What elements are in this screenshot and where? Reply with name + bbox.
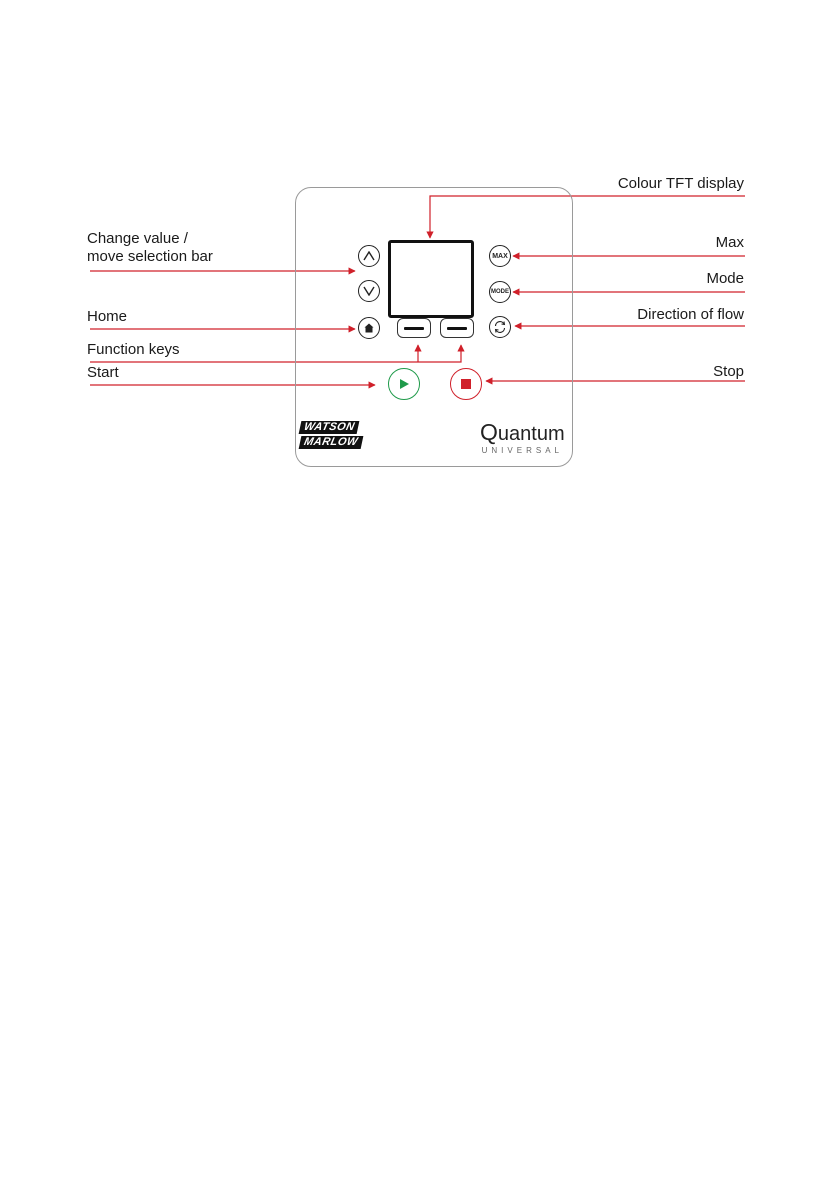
quantum-logo-word: uantum — [497, 423, 565, 445]
rotate-arrows-icon — [493, 320, 507, 334]
label-change-value: Change value / move selection bar — [87, 230, 213, 265]
up-button[interactable] — [358, 245, 380, 267]
function-key-bar-icon — [404, 327, 424, 330]
home-button[interactable] — [358, 317, 380, 339]
label-max: Max — [715, 234, 744, 251]
watson-marlow-logo — [300, 421, 372, 453]
direction-button[interactable] — [489, 316, 511, 338]
label-direction-of-flow: Direction of flow — [637, 306, 744, 323]
quantum-logo-q: Q — [480, 419, 498, 445]
home-icon — [364, 323, 374, 333]
marlow-logo-line: MARLOW — [299, 436, 363, 449]
max-button[interactable] — [489, 245, 511, 267]
mode-button[interactable] — [489, 281, 511, 303]
label-function-keys: Function keys — [87, 341, 180, 358]
label-stop: Stop — [713, 363, 744, 380]
stop-button[interactable] — [450, 368, 482, 400]
chevron-down-icon — [363, 286, 375, 296]
label-mode: Mode — [706, 270, 744, 287]
label-home: Home — [87, 308, 128, 325]
label-start: Start — [87, 364, 119, 381]
stop-square-icon — [460, 378, 472, 390]
quantum-logo-sub: UNIVERSAL — [481, 446, 563, 455]
play-icon — [398, 378, 410, 390]
function-key-left[interactable] — [397, 318, 431, 338]
tft-display — [388, 240, 474, 318]
mode-button-label: MODE — [491, 289, 509, 295]
start-button[interactable] — [388, 368, 420, 400]
function-key-bar-icon — [447, 327, 467, 330]
max-button-label: MAX — [492, 252, 508, 260]
chevron-up-icon — [363, 251, 375, 261]
down-button[interactable] — [358, 280, 380, 302]
quantum-universal-logo — [480, 421, 565, 455]
watson-logo-line: WATSON — [299, 421, 360, 434]
function-key-right[interactable] — [440, 318, 474, 338]
label-colour-tft-display: Colour TFT display — [617, 175, 744, 192]
